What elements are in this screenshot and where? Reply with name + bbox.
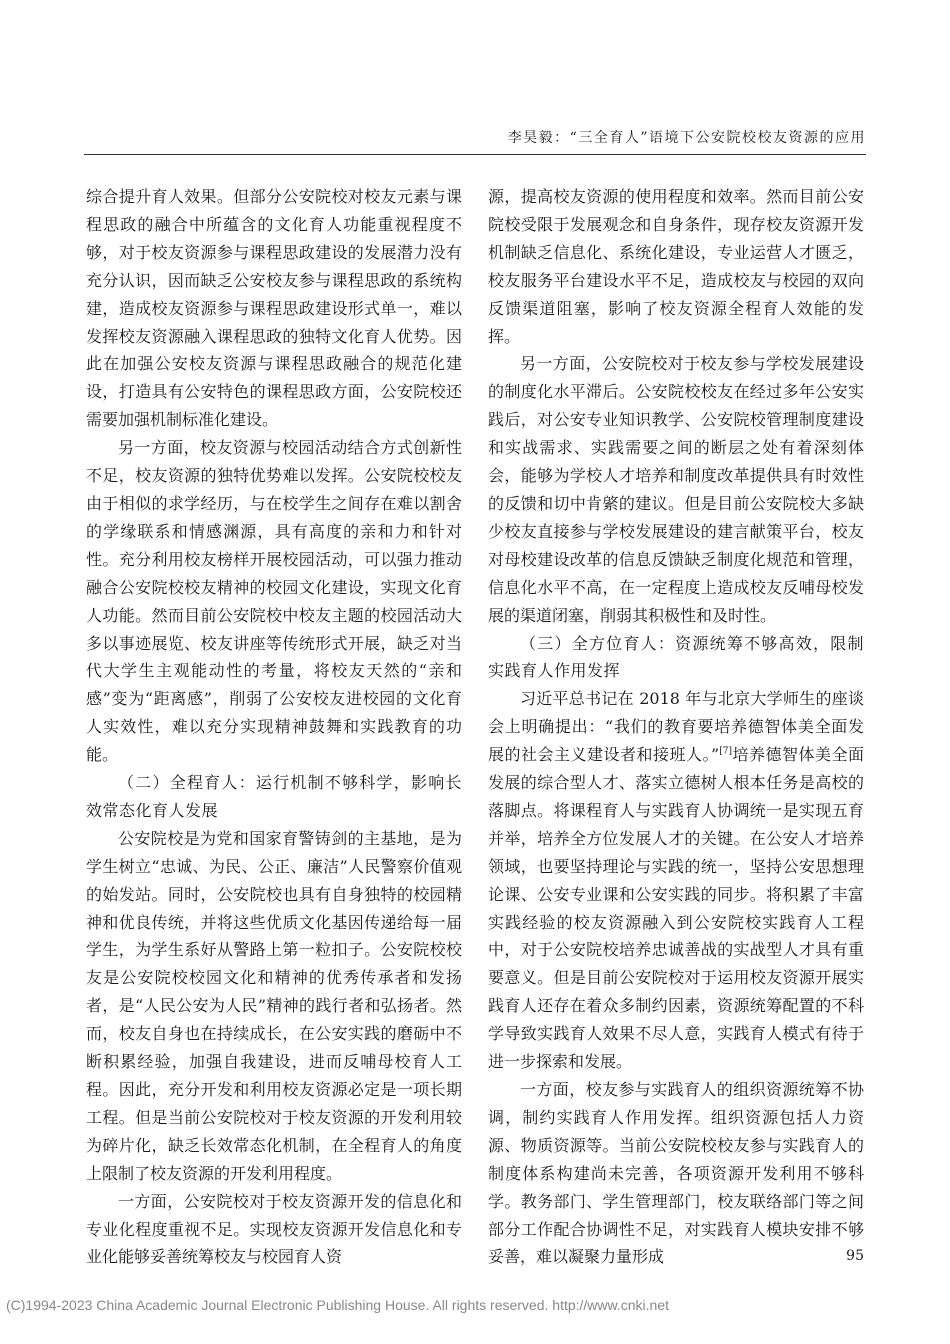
paragraph: 源，提高校友资源的使用程度和效率。然而目前公安院校受限于发展观念和自身条件，现存校友资源开发机制缺乏信息化、系统化建设，专业运营人才匮乏，校友服务平台建设水平不足，造成校友与校园的双向反馈渠道阻塞，影响了校友资源全程育人效能的发挥。 (488, 187, 864, 346)
copyright-footer: (C)1994-2023 China Academic Journal Electronic Publishing House. All rights reserved. http://www.cnki.net (6, 1297, 669, 1313)
paragraph: 另一方面，校友资源与校园活动结合方式创新性不足，校友资源的独特优势难以发挥。公安院校校友由于相似的求学经历，与在校学生之间存在难以割舍的学缘联系和情感渊源，具有高度的亲和力和针对性。充分利用校友榜样开展校园活动，可以强力推动融合公安院校校友精神的校园文化建设，实现文化育人功能。然而目前公安院校中校友主题的校园活动大多以事迹展览、校友讲座等传统形式开展，缺乏对当代大学生主观能动性的考量，将校友天然的“亲和感”变为“距离感”，削弱了公安校友进校园的文化育人实效性，难以充分实现精神鼓舞和实践教育的功能。 (86, 438, 462, 765)
section-subheading: （二）全程育人：运行机制不够科学，影响长效常态化育人发展 (86, 773, 462, 820)
paragraph: 一方面，校友参与实践育人的组织资源统筹不协调，制约实践育人作用发挥。组织资源包括人力资源、物质资源等。当前公安院校校友参与实践育人的制度体系构建尚未完善，各项资源开发利用不够科学。教务部门、学生管理部门，校友联络部门等之间部分工作配合协调性不足，对实践育人模块安排不够妥善，难以凝聚力量形成 (488, 1080, 864, 1267)
paragraph: 一方面，公安院校对于校友资源开发的信息化和专业化程度重视不足。实现校友资源开发信息化和专业化能够妥善统筹校友与校园育人资 (86, 1191, 462, 1267)
left-column (86, 183, 462, 1271)
paragraph-with-citation (488, 685, 864, 1076)
right-column (488, 183, 864, 1271)
citation-text-before: 习近平总书记在 2018 年与北京大学师生的座谈会上明确提出：“我们的教育要培养德智体美全面发展的社会主义建设者和接班人。” (488, 689, 864, 765)
page-number: 95 (846, 1248, 864, 1264)
paragraph: 公安院校是为党和国家育警铸剑的主基地，是为学生树立“忠诚、为民、公正、廉洁”人民警察价值观的始发站。同时，公安院校也具有自身独特的校园精神和优良传统，并将这些优质文化基因传递给每一届学生，为学生系好从警路上第一粒扣子。公安院校校友是公安院校校园文化和精神的优秀传承者和发扬者，是“人民公安为人民”精神的践行者和弘扬者。然而，校友自身也在持续成长，在公安实践的磨砺中不断积累经验，加强自我建设，进而反哺母校育人工程。因此，充分开发和利用校友资源必定是一项长期工程。但是当前公安院校对于校友资源的开发利用较为碎片化，缺乏长效常态化机制，在全程育人的角度上限制了校友资源的开发利用程度。 (86, 828, 462, 1183)
citation-marker[interactable]: [7] (719, 746, 732, 757)
paragraph: 另一方面，公安院校对于校友参与学校发展建设的制度化水平滞后。公安院校校友在经过多年公安实践后，对公安专业知识教学、公安院校管理制度建设和实战需求、实践需要之间的断层之处有着深刻体会，能够为学校人才培养和制度改革提供具有时效性的反馈和切中肯綮的建议。但是目前公安院校大多缺少校友直接参与学校发展建设的建言献策平台，校友对母校建设改革的信息反馈缺乏制度化规范和管理，信息化水平不高，在一定程度上造成校友反哺母校发展的渠道闭塞，削弱其积极性和及时性。 (488, 354, 864, 625)
citation-text-after: 培养德智体美全面发展的综合型人才、落实立德树人根本任务是高校的落脚点。将课程育人与实践育人协调统一是实现五育并举，培养全方位发展人才的关键。在公安人才培养领域，也要坚持理论与实践的统一，坚持公安思想理论课、公安专业课和公安实践的同步。将积累了丰富实践经验的校友资源融入到公安院校实践育人工程中，对于公安院校培养忠诚善战的实战型人才具有重要意义。但是目前公安院校对于运用校友资源开展实践育人还存在着众多制约因素，资源统筹配置的不科学导致实践育人效果不尽人意，实践育人模式有待于进一步探索和发展。 (488, 745, 864, 1072)
section-subheading: （三）全方位育人：资源统筹不够高效，限制实践育人作用发挥 (488, 633, 864, 681)
header-rule (84, 154, 866, 155)
paragraph: 综合提升育人效果。但部分公安院校对校友元素与课程思政的融合中所蕴含的文化育人功能重视程度不够，对于校友资源参与课程思政建设的发展潜力没有充分认识，因而缺乏公安校友参与课程思政的系统构建，造成校友资源参与课程思政建设形式单一，难以发挥校友资源融入课程思政的独特文化育人优势。因此在加强公安校友资源与课程思政融合的规范化建设，打造具有公安特色的课程思政方面，公安院校还需要加强机制标准化建设。 (86, 187, 462, 430)
running-head: 李昊毅：“三全育人”语境下公安院校校友资源的应用 (507, 130, 866, 146)
